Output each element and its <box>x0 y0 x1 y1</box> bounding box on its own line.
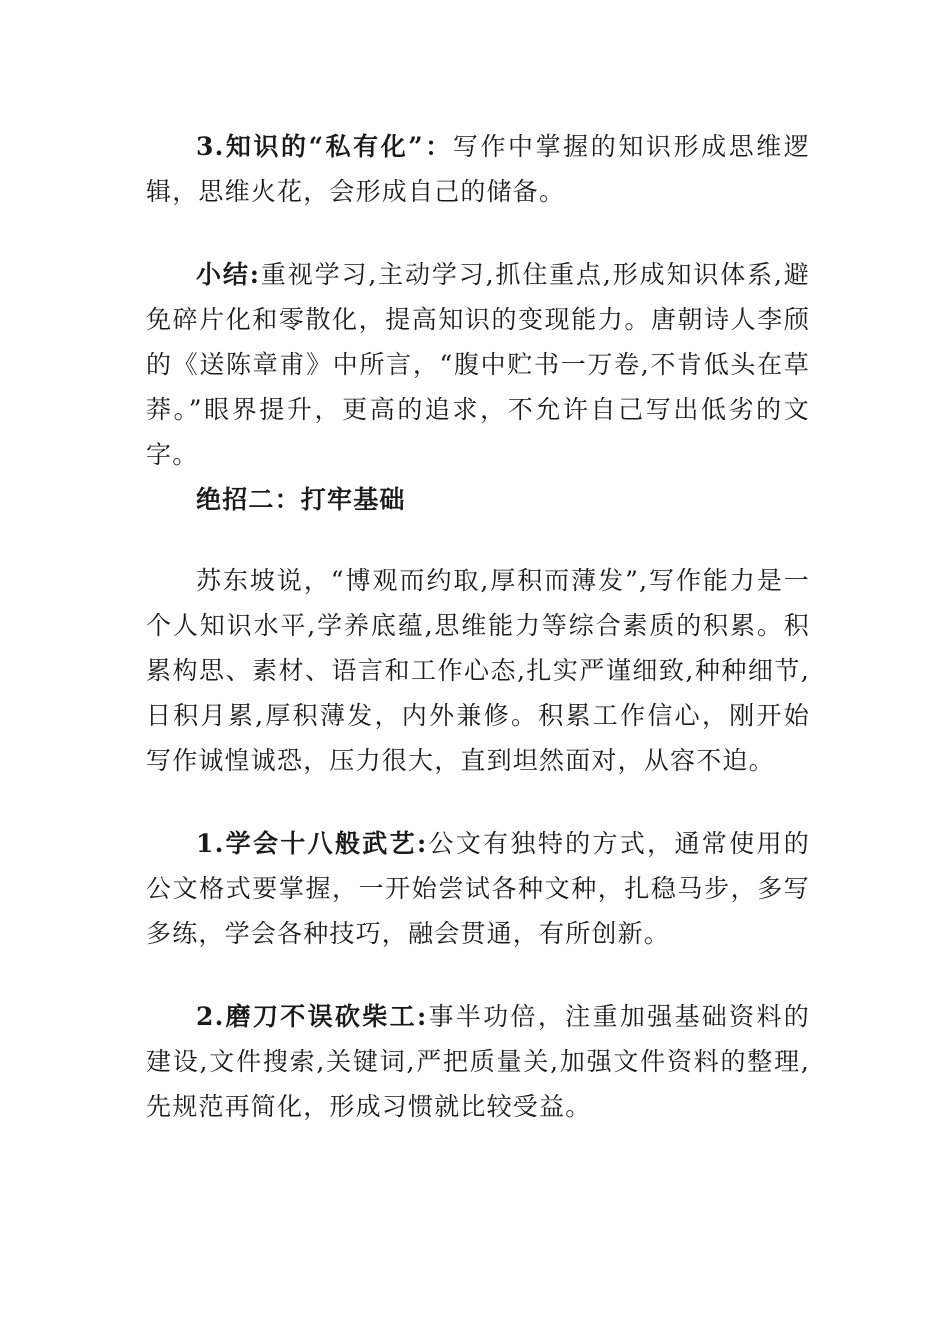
paragraph-text: 写作中掌握的知识形成思维逻辑，思维火花，会形成自己的储备。 <box>146 132 811 206</box>
paragraph-text: 公文有独特的方式，通常使用的公文格式要掌握，一开始尝试各种文种，扎稳马步，多写多练，学会各种技巧，融会贯通，有所创新。 <box>146 829 810 948</box>
paragraph-lead: 小结: <box>196 260 261 289</box>
paragraph-lead: 1.学会十八般武艺: <box>196 829 428 858</box>
paragraph-lead: 3.知识的“私有化”： <box>196 132 453 161</box>
paragraph-knowledge-privatization <box>146 124 810 214</box>
section-heading: 绝招二：打牢基础 <box>196 485 406 514</box>
paragraph-lead: 2.磨刀不误砍柴工: <box>196 1002 428 1031</box>
paragraph-su-dongpo <box>146 558 810 783</box>
paragraph-text: 事半功倍，注重加强基础资料的建设,文件搜索,关键词,严把质量关,加强文件资料的整理,先规范再简化，形成习惯就比较受益。 <box>146 1002 810 1121</box>
paragraph-summary <box>146 252 810 477</box>
paragraph-text: 苏东坡说，“博观而约取,厚积而薄发”,写作能力是一个人知识水平,学养底蕴,思维能力等综合素质的积累。积累构思、素材、语言和工作心态,扎实严谨细致,种种细节,日积月累,厚积薄发，内外兼修。积累工作信心，刚开始写作诚惶诚恐，压力很大，直到坦然面对，从容不迫。 <box>146 566 810 775</box>
paragraph-sharpen-knife <box>146 994 810 1129</box>
paragraph-text: 重视学习,主动学习,抓住重点,形成知识体系,避免碎片化和零散化，提高知识的变现能力。唐朝诗人李颀的《送陈章甫》中所言，“腹中贮书一万卷,不肯低头在草莽。”眼界提升，更高的追求，不允许自己写出低劣的文字。 <box>146 260 810 469</box>
document-page <box>146 124 810 1129</box>
paragraph-eighteen-skills <box>146 821 810 956</box>
